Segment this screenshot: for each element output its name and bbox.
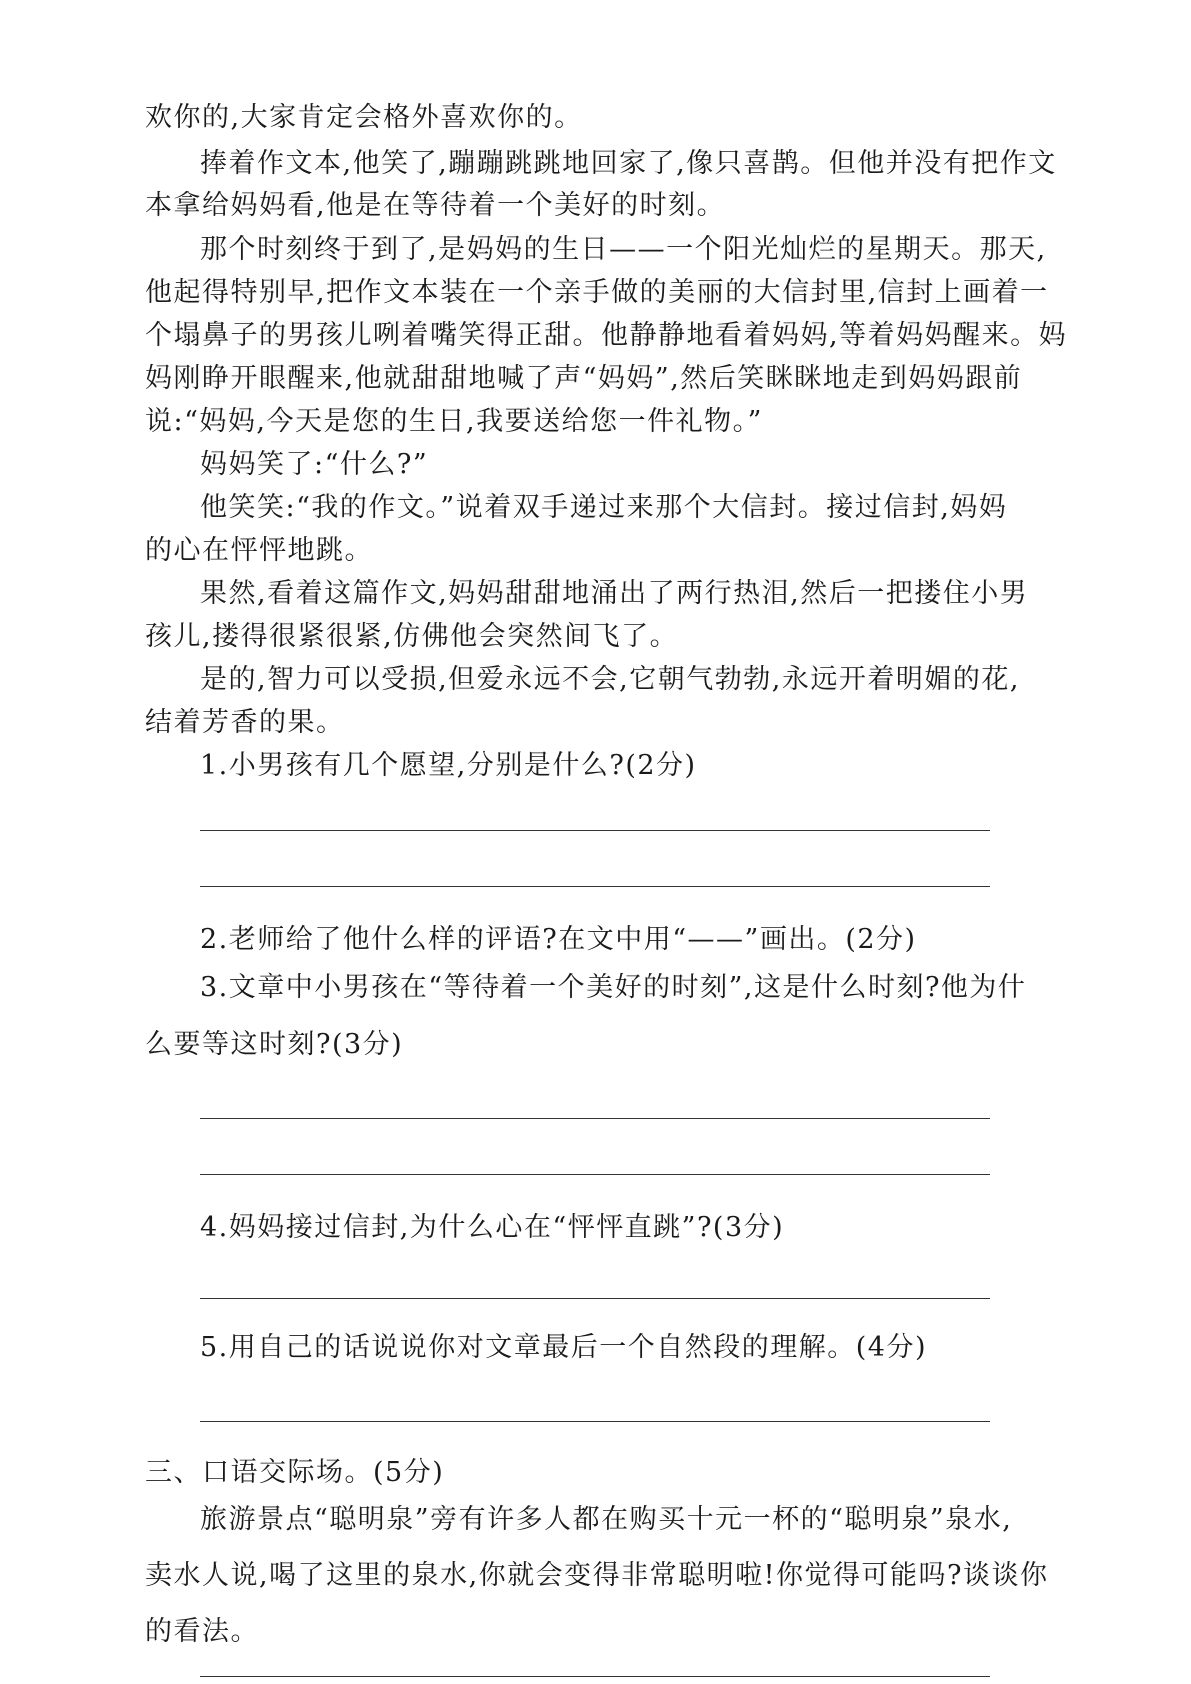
passage-line: 本拿给妈妈看,他是在等待着一个美好的时刻。 [145, 190, 726, 221]
section-3-heading: 三、口语交际场。(5分) [145, 1457, 445, 1488]
answer-line[interactable] [200, 886, 990, 887]
passage-line: 妈妈笑了:“什么?” [200, 449, 429, 480]
answer-line[interactable] [200, 1676, 990, 1677]
passage-line: 他笑笑:“我的作文。”说着双手递过来那个大信封。接过信封,妈妈 [200, 492, 1008, 523]
answer-line[interactable] [200, 830, 990, 831]
passage-line: 妈刚睁开眼醒来,他就甜甜地喊了声“妈妈”,然后笑眯眯地走到妈妈跟前 [145, 363, 1023, 394]
section-3-line: 的看法。 [145, 1616, 259, 1647]
answer-line[interactable] [200, 1174, 990, 1175]
passage-line: 是的,智力可以受损,但爱永远不会,它朝气勃勃,永远开着明媚的花, [200, 664, 1020, 695]
passage-line: 他起得特别早,把作文本装在一个亲手做的美丽的大信封里,信封上画着一 [145, 277, 1049, 308]
passage-line: 说:“妈妈,今天是您的生日,我要送给您一件礼物。” [145, 406, 763, 437]
passage-line: 的心在怦怦地跳。 [145, 535, 373, 566]
passage-line: 那个时刻终于到了,是妈妈的生日——一个阳光灿烂的星期天。那天, [200, 234, 1047, 265]
question-2: 2.老师给了他什么样的评语?在文中用“——”画出。(2分) [200, 924, 917, 955]
passage-line: 捧着作文本,他笑了,蹦蹦跳跳地回家了,像只喜鹊。但他并没有把作文 [200, 148, 1057, 179]
answer-line[interactable] [200, 1298, 990, 1299]
passage-line: 个塌鼻子的男孩儿咧着嘴笑得正甜。他静静地看着妈妈,等着妈妈醒来。妈 [145, 320, 1068, 351]
section-3-line: 旅游景点“聪明泉”旁有许多人都在购买十元一杯的“聪明泉”泉水, [200, 1504, 1013, 1535]
passage-line: 欢你的,大家肯定会格外喜欢你的。 [145, 102, 583, 133]
question-3: 3.文章中小男孩在“等待着一个美好的时刻”,这是什么时刻?他为什 [200, 972, 1027, 1003]
answer-line[interactable] [200, 1118, 990, 1119]
passage-line: 孩儿,搂得很紧很紧,仿佛他会突然间飞了。 [145, 621, 679, 652]
passage-line: 果然,看着这篇作文,妈妈甜甜地涌出了两行热泪,然后一把搂住小男 [200, 578, 1029, 609]
question-1: 1.小男孩有几个愿望,分别是什么?(2分) [200, 750, 697, 781]
answer-line[interactable] [200, 1421, 990, 1422]
question-5: 5.用自己的话说说你对文章最后一个自然段的理解。(4分) [200, 1332, 928, 1363]
question-4: 4.妈妈接过信封,为什么心在“怦怦直跳”?(3分) [200, 1212, 785, 1243]
passage-line: 结着芳香的果。 [145, 707, 345, 738]
section-3-line: 卖水人说,喝了这里的泉水,你就会变得非常聪明啦!你觉得可能吗?谈谈你 [145, 1560, 1049, 1591]
question-3-continued: 么要等这时刻?(3分) [145, 1029, 404, 1060]
